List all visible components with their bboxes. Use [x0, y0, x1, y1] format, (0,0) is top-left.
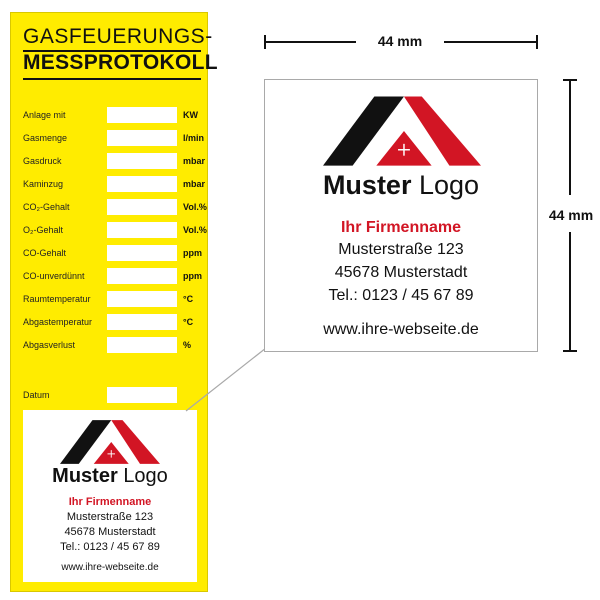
- field-label: Anlage mit: [23, 110, 66, 120]
- brand-bold: Muster: [322, 170, 412, 200]
- field-unit: °C: [183, 317, 194, 327]
- house-roof-logo-icon: [323, 96, 481, 166]
- field-label: Abgastemperatur: [23, 317, 93, 327]
- dimension-line: [569, 232, 571, 352]
- width-dimension-marker: [264, 33, 538, 51]
- company-name: Ihr Firmenname: [340, 219, 462, 236]
- field-unit: ppm: [183, 248, 202, 258]
- address-street: Musterstraße 123: [338, 241, 464, 258]
- address-city: 45678 Musterstadt: [334, 264, 468, 281]
- dimension-tick: [536, 35, 538, 49]
- phone-number: Tel.: 0123 / 45 67 89: [60, 541, 160, 553]
- brand-light: Logo: [418, 170, 480, 200]
- field-unit: KW: [183, 110, 198, 120]
- field-unit: Vol.%: [183, 202, 207, 212]
- phone-number: Tel.: 0123 / 45 67 89: [328, 287, 474, 304]
- protocol-title-line1: GASFEUERUNGS-: [23, 25, 213, 48]
- brand-name: [265, 170, 537, 201]
- field-unit: %: [183, 340, 192, 350]
- address-street: Musterstraße 123: [66, 511, 154, 523]
- website-url: www.ihre-webseite.de: [61, 562, 159, 573]
- company-name: Ihr Firmenname: [68, 496, 152, 508]
- brand-light: Logo: [123, 465, 168, 487]
- brand-bold: Muster: [52, 465, 118, 487]
- field-unit: ppm: [183, 271, 202, 281]
- field-unit: mbar: [183, 156, 206, 166]
- date-label: Datum: [23, 390, 50, 400]
- field-label: Abgasverlust: [23, 340, 76, 350]
- field-unit: mbar: [183, 179, 206, 189]
- width-dimension-label: 44 mm: [377, 33, 423, 49]
- field-label: CO-unverdünnt: [23, 271, 85, 281]
- website-url: www.ihre-webseite.de: [323, 321, 479, 338]
- protocol-title-line2: MESSPROTOKOLL: [23, 51, 218, 74]
- logo-preview-panel: [264, 79, 538, 352]
- field-label: CO₂-Gehalt: [23, 202, 70, 212]
- field-unit: °C: [183, 294, 194, 304]
- dimension-line: [569, 79, 571, 195]
- field-label: Kaminzug: [23, 179, 64, 189]
- dimension-tick: [563, 350, 577, 352]
- dimension-line: [444, 41, 538, 43]
- field-unit: Vol.%: [183, 225, 207, 235]
- address-city: 45678 Musterstadt: [64, 526, 156, 538]
- dimension-line: [264, 41, 356, 43]
- height-dimension-label: 44 mm: [548, 207, 594, 223]
- field-label: Gasmenge: [23, 133, 68, 143]
- field-label: Gasdruck: [23, 156, 62, 166]
- field-label: CO-Gehalt: [23, 248, 67, 258]
- field-unit: l/min: [183, 133, 205, 143]
- field-label: O₂-Gehalt: [23, 225, 64, 235]
- field-label: Raumtemperatur: [23, 294, 91, 304]
